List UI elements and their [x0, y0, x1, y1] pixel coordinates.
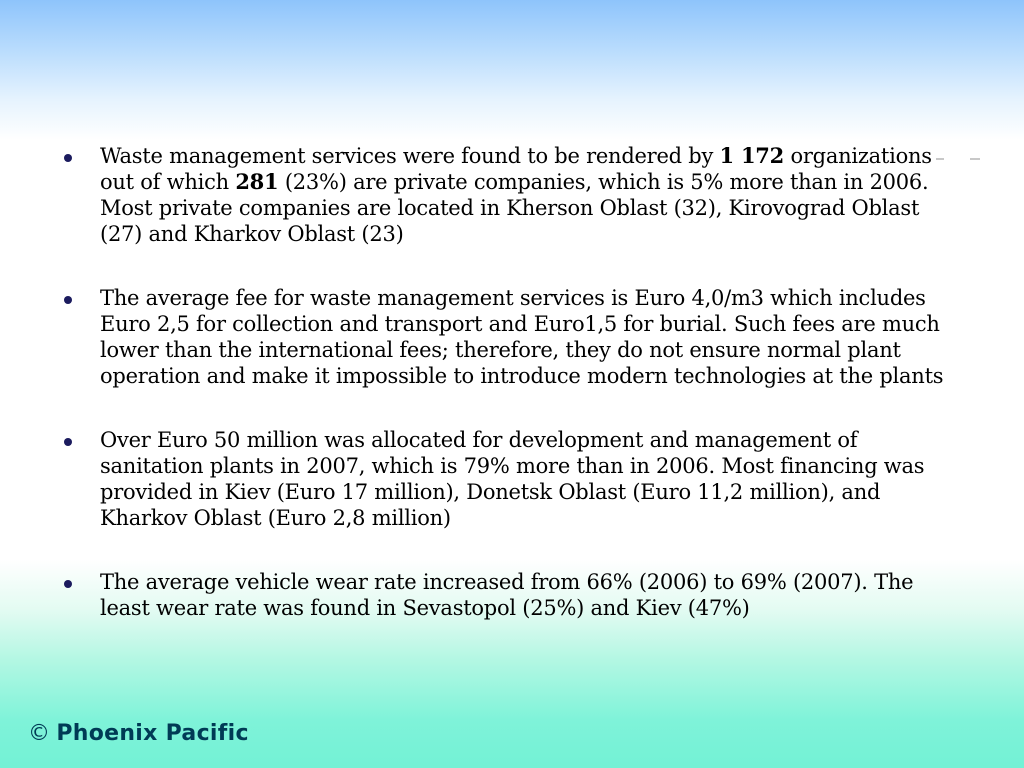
- copyright-symbol: ©: [28, 721, 51, 746]
- company-name: Phoenix Pacific: [56, 721, 249, 746]
- bullet-text: (23%) are private companies, which is 5% more than in 2006. Most private companies are located in Kherson Oblast (32), Kirovograd Oblast (27) and Kharkov Oblast (23): [100, 170, 929, 246]
- bullet-list: [58, 143, 958, 659]
- bullet-dot-icon: [64, 580, 72, 588]
- bullet-item: [58, 285, 958, 389]
- footer-copyright: [28, 721, 249, 746]
- bullet-dot-icon: [64, 438, 72, 446]
- bullet-text: The average vehicle wear rate increased from 66% (2006) to 69% (2007). The least wear rate was found in Sevastopol (25%) and Kiev (47%): [100, 570, 914, 620]
- bullet-dot-icon: [64, 296, 72, 304]
- bullet-text: The average fee for waste management services is Euro 4,0/m3 which includes Euro 2,5 for collection and transport and Euro1,5 for burial. Such fees are much lower than the international fees; therefore, they do not ensure normal plant operation and make it impossible to introduce modern technologies at the plants: [100, 286, 944, 388]
- decorative-mark: [970, 158, 980, 160]
- decorative-mark: [936, 158, 944, 160]
- bullet-item: [58, 143, 958, 247]
- bullet-bold-number: 1 172: [719, 143, 785, 168]
- bullet-bold-number: 281: [235, 169, 279, 194]
- bullet-dot-icon: [64, 154, 72, 162]
- bullet-text: organizations out of which: [100, 144, 932, 194]
- bullet-text: Over Euro 50 million was allocated for development and management of sanitation plants in 2007, which is 79% more than in 2006. Most financing was provided in Kiev (Euro 17 million), Donetsk Oblast (Euro 11,2 million), and Kharkov Oblast (Euro 2,8 million): [100, 428, 925, 530]
- bullet-item: [58, 569, 958, 621]
- bullet-text: Waste management services were found to be rendered by: [100, 144, 720, 168]
- bullet-item: [58, 427, 958, 531]
